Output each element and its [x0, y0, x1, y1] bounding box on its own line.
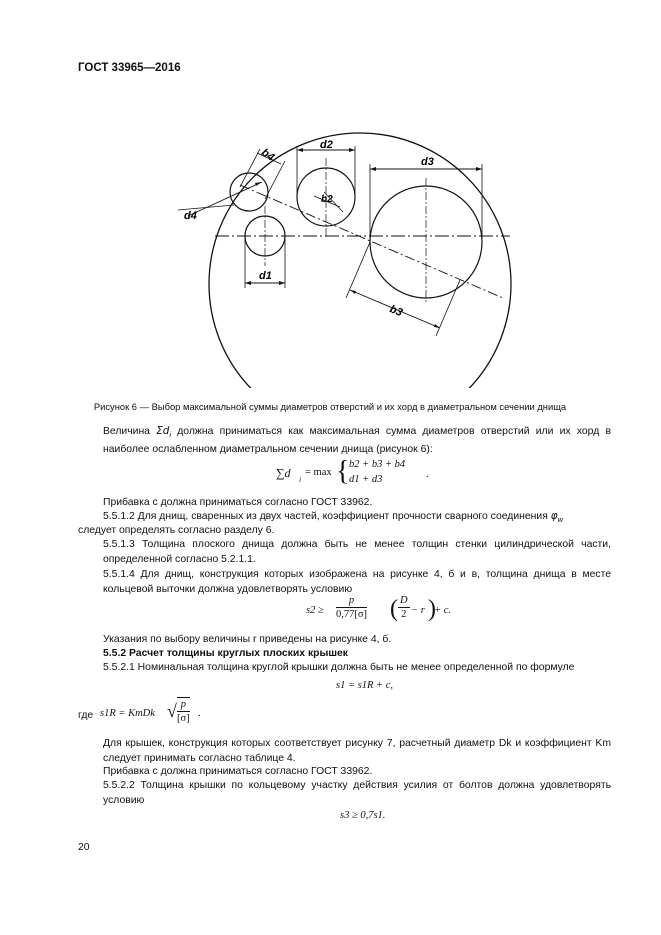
label-b4: b4	[259, 146, 277, 164]
hole-d4	[230, 173, 268, 211]
paragraph-allowance-2: Прибавка c должна приниматься согласно ГОСТ 33962.	[103, 766, 373, 777]
paragraph-sum-definition: Величина $\Sigma d_i$ должна приниматься как максимальная сумма диаметров отверстий или их хорд в наиболее ослабленном диаметральном сечении днища (рисунок 6):	[103, 425, 612, 455]
where-lead: где	[78, 710, 94, 721]
paragraph-5-5-1-2: 5.5.1.2 Для днищ, сваренных из двух частей, коэффициент прочности сварного соединения $\varphi_w$	[103, 510, 563, 524]
section-heading-5-5-2: 5.5.2 Расчет толщины круглых плоских крышек	[103, 648, 349, 659]
figure-caption: Рисунок 6 — Выбор максимальной суммы диаметров отверстий и их хорд в диаметральном сечении днища	[93, 401, 567, 412]
paragraph-5-5-2-1: 5.5.2.1 Номинальная толщина круглой крышки должна быть не менее определенной по формуле	[103, 662, 575, 673]
paragraph-5-5-1-2-cont: следует определять согласно разделу 6.	[78, 525, 275, 536]
paragraph-r-note: Указания по выбору величины r приведены на рисунке 4, б.	[103, 634, 392, 645]
paragraph-5-5-2-2: 5.5.2.2 Толщина крышки по кольцевому участку действия усилия от болтов должна удовлетворять условию	[103, 780, 611, 806]
label-d2: d2	[320, 139, 333, 151]
diametral-section-line	[240, 185, 503, 298]
figure-6-drawing	[0, 88, 661, 388]
paragraph-allowance: Прибавка c должна приниматься согласно ГОСТ 33962.	[103, 497, 373, 508]
label-d4: d4	[184, 210, 197, 222]
label-b2: b2	[321, 194, 333, 205]
label-d1: d1	[259, 270, 272, 282]
paragraph-table-4: Для крышек, конструкция которых соответствует рисунку 7, расчетный диаметр Dk и коэффициент Km следует принимать согласно таблице 4.	[103, 738, 611, 764]
formula-max-sum: ∑d i = max { b2 + b3 + b4 d1 + d3 .	[276, 456, 429, 487]
formula-s1r: s1R = KmDk √ $\frac{p}{[\sigma]}$ .	[100, 699, 201, 724]
formula-s1: s1 = s1R + c,	[336, 680, 394, 691]
bottom-circle	[209, 133, 511, 388]
formula-s2: s2 ≥ $\frac{p}{0,77[\sigma]}$ ( $\frac{D}{2}$ − r ) + c.	[306, 595, 451, 622]
page-number: 20	[78, 842, 90, 853]
label-d3: d3	[421, 156, 434, 168]
formula-s3: s3 ≥ 0,7s1.	[340, 810, 386, 821]
paragraph-5-5-1-3: 5.5.1.3 Толщина плоского днища должна быть не менее толщин стенки цилиндрической части, определенной согласно 5.2.1.1.	[103, 539, 611, 565]
figure-6	[0, 88, 661, 388]
label-b3: b3	[387, 303, 405, 320]
document-id: ГОСТ 33965—2016	[78, 62, 181, 74]
paragraph-5-5-1-4: 5.5.1.4 Для днищ, конструкция которых изображена на рисунке 4, б и в, толщина днища в месте кольцевой выточки должна удовлетворять условию	[103, 569, 611, 595]
